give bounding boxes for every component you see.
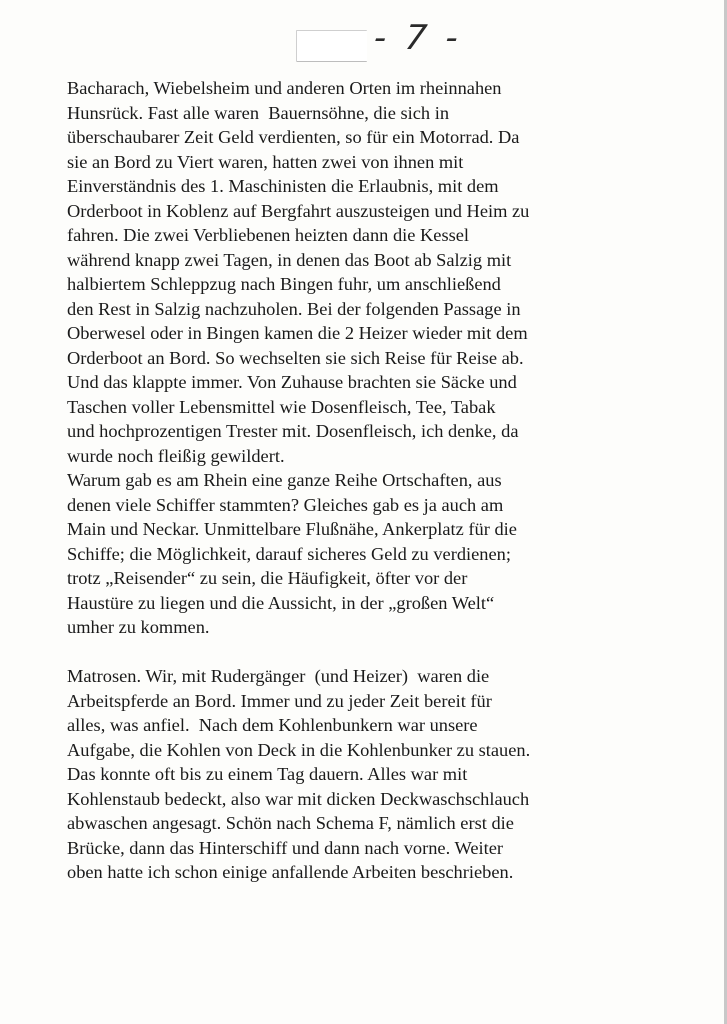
text-line: Arbeitspferde an Bord. Immer und zu jeder Zeit bereit für [67, 690, 492, 711]
text-line: Bacharach, Wiebelsheim und anderen Orten im rheinnahen [67, 78, 502, 98]
text-line: Orderboot an Bord. So wechselten sie sich Reise für Reise ab. [67, 347, 524, 368]
text-line: Hunsrück. Fast alle waren Bauernsöhne, die sich in [67, 102, 450, 123]
text-line: fahren. Die zwei Verbliebenen heizten dann die Kessel [67, 225, 470, 245]
text-line: Haustüre zu liegen und die Aussicht, in der „großen Welt“ [67, 592, 495, 613]
text-line: Aufgabe, die Kohlen von Deck in die Kohlenbunker zu stauen. [67, 739, 531, 760]
text-line: Matrosen. Wir, mit Rudergänger (und Heizer) waren die [67, 666, 490, 686]
page-number-box-outline [296, 30, 367, 62]
text-line: Und das klappte immer. Von Zuhause brachten sie Säcke und [67, 372, 517, 392]
paragraph-2 [67, 468, 647, 640]
text-line: trotz „Reisender“ zu sein, die Häufigkeit, öfter vor der [67, 568, 468, 588]
text-line: und hochprozentigen Trester mit. Dosenfleisch, ich denke, da [67, 421, 519, 441]
text-line: oben hatte ich schon einige anfallende Arbeiten beschrieben. [67, 862, 514, 882]
page-number-box [296, 26, 372, 66]
text-line: während knapp zwei Tagen, in denen das Boot ab Salzig mit [67, 249, 512, 270]
paragraph-3 [67, 664, 647, 885]
text-line: Schiffe; die Möglichkeit, darauf sicheres Geld zu verdienen; [67, 543, 511, 564]
text-line: Main und Neckar. Unmittelbare Flußnähe, Ankerplatz für die [67, 519, 517, 539]
text-line: denen viele Schiffer stammten? Gleiches gab es ja auch am [67, 494, 504, 515]
text-line: Brücke, dann das Hinterschiff und dann nach vorne. Weiter [67, 837, 504, 858]
paragraph-1 [67, 76, 647, 468]
text-line: alles, was anfiel. Nach dem Kohlenbunkern war unsere [67, 715, 478, 735]
paragraph-spacer [67, 640, 647, 665]
body-text [67, 76, 647, 885]
text-line: wurde noch fleißig gewildert. [67, 445, 285, 466]
text-line: den Rest in Salzig nachzuholen. Bei der folgenden Passage in [67, 298, 521, 319]
text-line: umher zu kommen. [67, 617, 210, 637]
text-line: Oberwesel oder in Bingen kamen die 2 Heizer wieder mit dem [67, 323, 528, 343]
text-line: Warum gab es am Rhein eine ganze Reihe Ortschaften, aus [67, 470, 502, 490]
text-line: Das konnte oft bis zu einem Tag dauern. Alles war mit [67, 764, 468, 784]
text-line: Einverständnis des 1. Maschinisten die Erlaubnis, mit dem [67, 176, 499, 196]
text-line: Orderboot in Koblenz auf Bergfahrt auszusteigen und Heim zu [67, 200, 530, 221]
page-number: - 7 - [371, 18, 464, 58]
text-line: halbiertem Schleppzug nach Bingen fuhr, um anschließend [67, 274, 501, 294]
text-line: abwaschen angesagt. Schön nach Schema F, nämlich erst die [67, 813, 514, 833]
text-line: Taschen voller Lebensmittel wie Dosenfleisch, Tee, Tabak [67, 396, 496, 417]
text-line: überschaubarer Zeit Geld verdienten, so für ein Motorrad. Da [67, 127, 520, 147]
text-line: Kohlenstaub bedeckt, also war mit dicken Deckwaschschlauch [67, 788, 530, 809]
text-line: sie an Bord zu Viert waren, hatten zwei von ihnen mit [67, 151, 464, 172]
